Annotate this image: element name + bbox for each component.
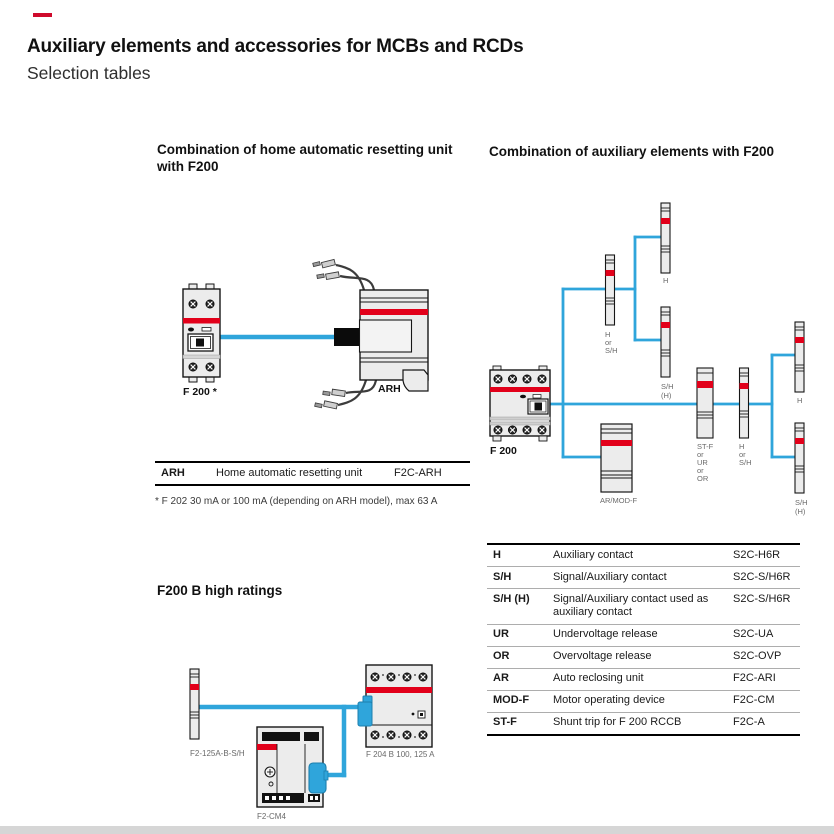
aux-element-sh-h-mid — [661, 307, 670, 377]
table-row — [487, 588, 800, 624]
label-h-top: H — [663, 276, 669, 285]
f200-2pole-device — [183, 284, 220, 382]
row-code: UR — [493, 628, 509, 640]
row-type: S2C-UA — [733, 628, 774, 640]
row-description: Auto reclosing unit — [553, 672, 644, 684]
page-bottom-edge — [0, 826, 834, 834]
row-code: ARH — [161, 466, 185, 479]
arh-selection-table — [155, 461, 470, 486]
row-code: OR — [493, 650, 510, 662]
label-sh-right-2: (H) — [795, 507, 806, 516]
aux-element-stf-ur-or — [697, 368, 713, 438]
aux-element-sh-h-right — [795, 423, 804, 493]
abb-red-dash — [33, 13, 52, 17]
label-stf-5: OR — [697, 474, 709, 483]
label-stf-1: ST-F — [697, 442, 714, 451]
row-description: Overvoltage release — [553, 650, 652, 662]
f204-device — [358, 665, 432, 747]
blue-connector — [358, 702, 372, 726]
diagram-f200b-high-ratings — [150, 655, 450, 825]
row-description: Motor operating device — [553, 694, 665, 706]
row-type: F2C-ARH — [394, 466, 442, 479]
f200-star-label: F 200 * — [183, 386, 217, 398]
red-band — [366, 687, 432, 693]
row-description: Home automatic resetting unit — [216, 466, 363, 479]
table-row — [487, 690, 800, 712]
label-sh-mid-2: (H) — [661, 391, 672, 400]
diagram-aux-elements — [480, 185, 834, 520]
row-code: H — [493, 548, 501, 561]
aux-element-h-or-sh-left — [606, 255, 615, 325]
diagram-home-resetting-unit — [150, 252, 470, 412]
aux-element-h-top — [661, 203, 670, 273]
ar-modf-element — [601, 424, 632, 492]
f2-cm4-device — [257, 727, 328, 807]
row-description: Signal/Auxiliary contact — [553, 570, 667, 583]
row-description: Signal/Auxiliary contact used as auxiliary contact — [553, 592, 709, 618]
row-description: Undervoltage release — [553, 628, 658, 640]
red-band — [360, 309, 428, 315]
wire-tree — [550, 237, 795, 457]
table-row — [487, 545, 800, 566]
aux-element-h-or-sh-mid — [740, 368, 749, 438]
row-code: AR — [493, 672, 509, 684]
f2-125a-label: F2-125A-B-S/H — [190, 749, 245, 758]
section-heading-aux-elements: Combination of auxiliary elements with F200 — [489, 144, 775, 159]
label-aux-left-2: or — [605, 338, 612, 347]
row-type: S2C-S/H6R — [733, 570, 791, 583]
blue-connector — [309, 763, 326, 793]
label-aux-mid-3: S/H — [739, 458, 752, 467]
label-armodf: AR/MOD-F — [600, 496, 638, 505]
aux-element-h-right — [795, 322, 804, 392]
row-description: Auxiliary contact — [553, 548, 634, 561]
label-aux-mid-2: or — [739, 450, 746, 459]
f200-4pole-device — [490, 366, 550, 441]
row-type: F2C-A — [733, 716, 765, 728]
aux-selection-table — [487, 543, 800, 736]
arh-device — [313, 259, 428, 409]
section-heading-home-resetting: Combination of home automatic resetting unit with F200 — [157, 142, 453, 174]
red-band — [490, 387, 550, 392]
label-sh-right-1: S/H — [795, 498, 808, 507]
table-row — [155, 463, 470, 484]
label-stf-4: or — [697, 466, 704, 475]
plug-connector — [334, 328, 360, 346]
f2-125a-b-sh-element — [190, 669, 199, 739]
f2-cm4-label: F2-CM4 — [257, 812, 286, 821]
label-aux-left-3: S/H — [605, 346, 618, 355]
table-row — [487, 624, 800, 646]
label-stf-3: UR — [697, 458, 708, 467]
label-sh-mid-1: S/H — [661, 382, 674, 391]
f204-label: F 204 B 100, 125 A — [366, 750, 435, 759]
label-stf-2: or — [697, 450, 704, 459]
footnote: * F 202 30 mA or 100 mA (depending on ARH model), max 63 A — [155, 496, 438, 507]
row-code: ST-F — [493, 716, 517, 728]
row-code: S/H — [493, 570, 512, 583]
row-code: MOD-F — [493, 694, 530, 706]
section-heading-f200b: F200 B high ratings — [157, 583, 283, 598]
row-type: S2C-H6R — [733, 548, 781, 561]
arh-label: ARH — [378, 383, 401, 395]
label-aux-left-1: H — [605, 330, 611, 339]
page-subtitle: Selection tables — [27, 63, 151, 83]
page-title: Auxiliary elements and accessories for MCBs and RCDs — [27, 36, 524, 57]
table-row — [487, 646, 800, 668]
row-code: S/H (H) — [493, 592, 530, 605]
table-row — [487, 712, 800, 734]
row-type: F2C-ARI — [733, 672, 776, 684]
row-type: S2C-OVP — [733, 650, 782, 662]
table-row — [487, 566, 800, 588]
row-description: Shunt trip for F 200 RCCB — [553, 716, 682, 728]
label-aux-mid-1: H — [739, 442, 745, 451]
row-type: F2C-CM — [733, 694, 775, 706]
red-band — [257, 744, 277, 750]
table-row — [487, 668, 800, 690]
label-h-right: H — [797, 396, 803, 405]
row-type: S2C-S/H6R — [733, 592, 791, 605]
f200-label: F 200 — [490, 445, 517, 457]
red-band — [183, 318, 220, 324]
